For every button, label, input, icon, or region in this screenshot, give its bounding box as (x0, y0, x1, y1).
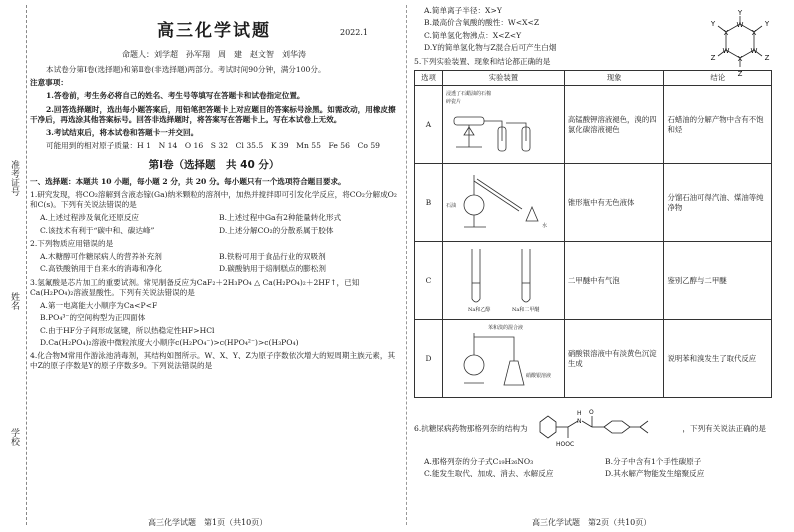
question-5-stem: 5.下列实验装置、现象和结论都正确的是 (414, 57, 551, 66)
notice-1: 1.答卷前，考生务必将自己的姓名、考生号等填写在答题卡和试卷指定位置。 (46, 91, 305, 101)
apparatus-a-label-2: 碎瓷片 (445, 99, 461, 106)
ring-x3: X (723, 29, 729, 37)
apparatus-b-label-2: 水 (541, 223, 547, 230)
q6-option-a: A.那格列奈的分子式C₁₉H₂₆NO₃ (424, 457, 534, 467)
mol-label-tl: Y (710, 20, 716, 28)
row-phenomenon: 高锰酸钾溶液褪色，溴的四氯化碳溶液褪色 (564, 86, 664, 164)
q4-option-c: C.简单氢化物沸点：X<Z<Y (424, 30, 522, 40)
part-intro: 一、选择题：本题共 10 小题，每小题 2 分，共 20 分。每小题只有一个选项符合题目要求。 (30, 176, 346, 186)
question-3-stem: 3.氢氟酸是芯片加工的重要试剂。常见制备反应为CaF₂＋2H₃PO₄ △ Ca(H₂PO₄)₂＋2HF↑，已知Ca(H₂PO₄)₂溶液显酸性。下列有关说法错误的是 (30, 277, 360, 297)
apparatus-c (442, 242, 564, 320)
q2-option-b: B.铁粉可用于食品行业的双吸剂 (219, 252, 326, 262)
q4-option-b: B.最高价含氧酸的酸性：W<X<Z (424, 18, 540, 28)
mol-label-top: Y (737, 10, 743, 17)
section-title: 第Ⅰ卷（选择题 共 40 分） (148, 158, 280, 171)
school-label: 学校 (9, 428, 19, 446)
notice-3: 3.考试结束后，将本试卷和答题卡一并交回。 (46, 128, 199, 138)
q3-option-a: A.第一电离能大小顺序为Ca<P<F (40, 301, 158, 311)
row-phenomenon: 二甲醚中有气泡 (564, 242, 664, 320)
exam-title: 高三化学试题 (157, 21, 271, 41)
ring-w3: W (722, 47, 730, 55)
test-tube-diagram (444, 243, 562, 315)
q3-option-d: D.Ca(H₂PO₄)₂溶液中微粒浓度大小顺序c(H₂PO₄⁻)>c(HPO₄²⁻)>c(H₃PO₄) (40, 337, 299, 347)
student-name-label: 姓名 (9, 292, 19, 310)
distillation-apparatus-diagram (444, 165, 562, 237)
row-option: B (415, 164, 443, 242)
q6-option-c: C.能发生取代、加成、消去、水解反应 (424, 469, 554, 479)
ring-x2: X (737, 55, 743, 63)
question-6-tail: ，下列有关说法正确的是 (682, 424, 766, 434)
row-conclusion: 分馏石油可得汽油、煤油等纯净物 (664, 164, 772, 242)
left-page-footer: 高三化学试题 第1页（共10页） (148, 518, 268, 528)
row-phenomenon: 硝酸银溶液中有淡黄色沉淀生成 (564, 320, 664, 398)
apparatus-c-label-2: Na和二甲醚 (511, 307, 540, 314)
question-1-options (40, 213, 398, 236)
question-2-options (40, 252, 398, 275)
q2-option-a: A.木糖醇可作糖尿病人的营养补充剂 (40, 252, 162, 262)
experiment-table (414, 70, 772, 398)
apparatus-b-label-1: 石油 (445, 203, 456, 210)
binding-margin (0, 0, 28, 532)
apparatus-b (442, 164, 564, 242)
drug-label-hooc: HOOC (555, 441, 575, 449)
row-option: C (415, 242, 443, 320)
question-6-stem: 6.抗糖尿病药物那格列奈的结构为 (414, 424, 528, 434)
q2-option-d: D.碳酸钠用于焙制糕点的膨松剂 (219, 264, 326, 274)
ring-w2: W (750, 47, 758, 55)
right-page-footer: 高三化学试题 第2页（共10页） (532, 518, 652, 528)
col-apparatus: 实验装置 (442, 71, 564, 86)
row-option: D (415, 320, 443, 398)
question-1-stem: 1.研究发现，将CO₂溶解到含液态镓(Ga)纳米颗粒的溶剂中，加热并搅拌即可引发化学反应，将CO₂分解成O₂和C(s)。下列有关说法错误的是 (30, 189, 397, 210)
row-conclusion: 鉴别乙醇与二甲醚 (664, 242, 772, 320)
question-6-options (424, 457, 786, 480)
apparatus-a (442, 86, 564, 164)
q4-option-a: A.简单离子半径：X>Y (424, 6, 502, 15)
notice-heading: 注意事项： (30, 78, 68, 88)
apparatus-d-label-1: 苯和溴的混合液 (487, 325, 523, 332)
apparatus-d-label-2: 硝酸银溶液 (525, 373, 551, 380)
col-conclusion: 结论 (664, 71, 772, 86)
drug-label-n: N (576, 418, 582, 426)
compound-m-structure (704, 10, 776, 78)
notice-2: 2.回答选择题时，选出每小题答案后，用铅笔把答题卡上对应题目的答案标号涂黑。如需改动，用橡皮擦干净后，再选涂其他答案标号。回答非选择题时，将答案写在答题卡上。写在本试卷上无效。 (30, 104, 396, 124)
question-6 (414, 404, 786, 454)
mol-label-br: Z (764, 54, 770, 62)
q2-option-c: C.高铁酸钠用于自来水的消毒和净化 (40, 264, 162, 274)
question-4-stem: 4.化合物M常用作游泳池消毒剂，其结构如图所示。W、X、Y、Z为原子序数依次增大的短周期主族元素，其中Z的原子序数是Y的原子序数多9。下列说法错误的是 (30, 351, 396, 371)
mol-label-tr: Y (764, 20, 770, 28)
row-conclusion: 说明苯和溴发生了取代反应 (664, 320, 772, 398)
table-row (415, 164, 772, 242)
bromination-apparatus-diagram (444, 321, 562, 393)
q1-option-a: A.上述过程涉及氧化还原反应 (40, 213, 140, 223)
row-phenomenon: 锥形瓶中有无色液体 (564, 164, 664, 242)
cracking-apparatus-diagram (444, 87, 562, 159)
table-row (415, 242, 772, 320)
row-conclusion: 石蜡油的分解产物中含有不饱和烃 (664, 86, 772, 164)
nateglinide-structure (530, 404, 680, 454)
table-row (415, 320, 772, 398)
ring-w1: W (736, 21, 744, 29)
authors-line: 命题人：刘学超 孙军翔 周 建 赵文智 刘华涛 (122, 50, 306, 59)
question-2-stem: 2.下列物质应用错误的是 (30, 238, 114, 248)
apparatus-a-label-1: 浸透了石蜡油的石棉 (445, 91, 491, 98)
apparatus-d (442, 320, 564, 398)
q1-option-b: B.上述过程中Ga有2种能量转化形式 (219, 213, 342, 223)
table-row (415, 86, 772, 164)
intro-text: 本试卷分第Ⅰ卷(选择题)和第Ⅱ卷(非选择题)两部分。考试时间90分钟，满分100分。 (46, 64, 326, 74)
row-option: A (415, 86, 443, 164)
mol-label-bottom: Z (737, 70, 743, 78)
ring-x1: X (751, 29, 757, 37)
q3-option-b: B.PO₄³⁻的空间构型为正四面体 (40, 313, 146, 323)
drug-label-h: H (576, 410, 582, 418)
exam-number-label: 准考证号 (9, 160, 19, 196)
col-phenomenon: 现象 (564, 71, 664, 86)
col-option: 选项 (415, 71, 443, 86)
q6-option-d: D.其水解产物能发生缩聚反应 (605, 469, 705, 479)
cut-line (26, 5, 27, 525)
q3-option-c: C.由于HF分子间形成氢键，所以热稳定性HF>HCl (40, 325, 215, 335)
apparatus-c-label-1: Na和乙醇 (467, 307, 491, 314)
right-page (414, 4, 786, 483)
exam-date: 2022.1 (340, 28, 368, 37)
page-fold-line (406, 5, 407, 525)
left-page (30, 4, 398, 375)
q1-option-d: D.上述分解CO₂的分散系属于胶体 (219, 225, 334, 235)
drug-label-o: O (588, 409, 594, 417)
q6-option-b: B.分子中含有1个手性碳原子 (605, 457, 702, 467)
q4-option-d: D.Y的简单氢化物与Z混合后可产生白烟 (424, 42, 557, 52)
mol-label-bl: Z (710, 54, 716, 62)
q1-option-c: C.该技术有利于“碳中和、碳达峰” (40, 225, 155, 235)
atomic-masses: 可能用到的相对原子质量：H 1 N 14 O 16 S 32 Cl 35.5 K 39 Mn 55 Fe 56 Co 59 (46, 141, 380, 151)
